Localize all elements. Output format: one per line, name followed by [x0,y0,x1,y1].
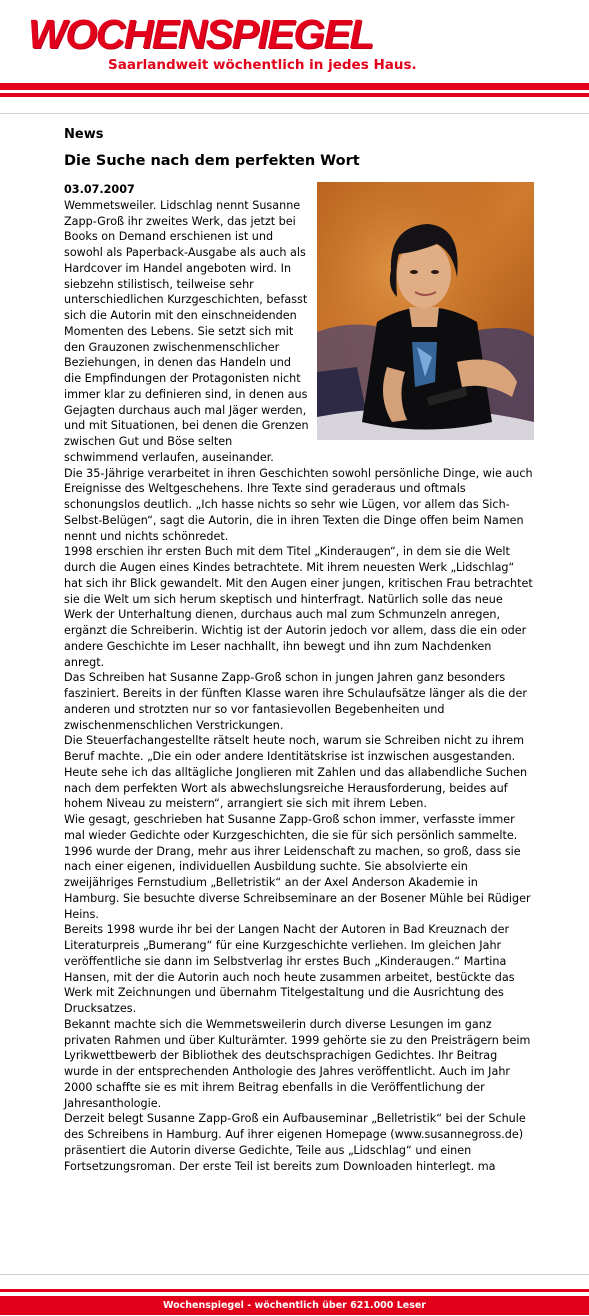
section-label: News [64,127,104,142]
article-date: 03.07.2007 [64,183,135,196]
article-paragraph: Das Schreiben hat Susanne Zapp-Groß schon in jungen Jahren ganz besonders fasziniert. Bereits in der fünften Klasse waren ihre Schulaufsätze länger als die der anderen und strotzten nur so vor fantasievollen Begebenheiten und zwischenmenschlichen Verstrickungen. [64,671,527,732]
header-divider [0,113,589,114]
author-photo [317,182,534,440]
article-paragraph: Die Steuerfachangestellte rätselt heute noch, warum sie Schreiben nicht zu ihrem Beruf machte. „Die ein oder andere Identitätskrise ist inzwischen ausgestanden. Heute sehe ich das alltägliche Jonglieren mit Zahlen und das allabendliche Suchen nach dem perfekten Wort als abwechslungsreiche Herausforderung, beides auf hohem Niveau zu meistern“, arrangiert sie sich mit ihrem Leben. [64,734,528,811]
header-red-rule [0,83,589,90]
logo-tagline: Saarlandweit wöchentlich in jedes Haus. [108,57,417,73]
article-paragraph: Derzeit belegt Susanne Zapp-Groß ein Aufbauseminar „Belletristik“ bei der Schule des Schreibens in Hamburg. Auf ihrer eigenen Homepage (www.susannegross.de) präsentiert die Autorin diverse Gedichte, Teile aus „Lidschlag“ und einen Fortsetzungsroman. Der erste Teil ist bereits zum Downloaden hinterlegt. ma [64,1112,526,1173]
article-paragraph: 1998 erschien ihr ersten Buch mit dem Titel „Kinderaugen“, in dem sie die Welt durch die Augen eines Kindes betrachtete. Mit ihrem neuesten Werk „Lidschlag“ hat sich ihr Blick gewandelt. Mit den Augen einer jungen, kritischen Frau betrachtet sie die Welt um sich herum skeptisch und hinterfragt. Natürlich solle das neue Werk der Unterhaltung dienen, durchaus auch mal zum Schmunzeln anregen, ergänzt die Schreiberin. Wichtig ist der Autorin jedoch vor allem, dass die ein oder andere Geschichte im Leser nachhallt, ihn bewegt und ihn zum Nachdenken anregt. [64,545,533,669]
footer-divider [0,1274,589,1275]
article-paragraph: Wemmetsweiler. Lidschlag nennt Susanne Zapp-Groß ihr zweites Werk, das jetzt bei Books on Demand erschienen ist und sowohl als Paperback-Ausgabe als auch als Hardcover im Handel angeboten wird. In siebzehn stilistisch, teilweise sehr unterschiedlichen Kurzgeschichten, befasst sich die Autorin mit den einschneidenden Momenten des Lebens. Sie setzt sich mit den Grauzonen zwischenmenschlicher Beziehungen, in denen das Handeln und die Empfindungen der Protagonisten nicht immer klar zu definieren sind, in denen aus Gejagten durchaus auch mal Jäger werden, und mit Situationen, bei denen die Grenzen zwischen Gut und Böse selten schwimmend verlaufen, auseinander. [64,198,309,464]
article-paragraph: 1996 wurde der Drang, mehr aus ihrer Leidenschaft zu machen, so groß, dass sie nach einer eigenen, individuellen Ausbildung suchte. Sie absolvierte ein zweijähriges Fernstudium „Belletristik“ an der Axel Anderson Akademie in Hamburg. Sie besuchte diverse Schreibseminare an der Bosener Mühle bei Rüdiger Heins. [64,844,531,921]
article-paragraph: Wie gesagt, geschrieben hat Susanne Zapp-Groß schon immer, verfasste immer mal wieder Gedichte oder Kurzgeschichten, die sie für sich persönlich sammelte. [64,813,518,842]
site-header [0,0,589,100]
article-body [64,182,534,1174]
article-paragraph: Bekannt machte sich die Wemmetsweilerin durch diverse Lesungen im ganz privaten Rahmen und über Kulturämter. 1999 gehörte sie zu den Preisträgern beim Lyrikwettbewerb der Bibliothek des deutschsprachigen Gedichtes. Ihr Beitrag wurde in der entsprechenden Anthologie des Jahres veröffentlicht. Auch im Jahr 2000 schaffte sie es mit ihrem Beitrag ebenfalls in die Veröffentlichung der Jahresanthologie. [64,1017,531,1110]
footer-bar: Wochenspiegel - wöchentlich über 621.000 Leser [0,1296,589,1315]
article-headline: Die Suche nach dem perfekten Wort [64,153,360,169]
footer-red-rule [0,1289,589,1292]
wochenspiegel-logo[interactable]: WOCHENSPIEGEL [28,11,373,57]
article-paragraph: Bereits 1998 wurde ihr bei der Langen Nacht der Autoren in Bad Kreuznach der Literaturpreis „Bumerang“ für eine Kurzgeschichte verliehen. Im gleichen Jahr veröffentliche sie dann im Selbstverlag ihr erstes Buch „Kinderaugen.“ Martina Hansen, mit der die Autorin auch noch heute zusammen arbeitet, bestückte das Werk mit Zeichnungen und übernahm Titelgestaltung und die Ausrichtung des Drucksatzes. [64,923,515,1015]
header-red-rule-thin [0,93,589,97]
portrait-image [317,182,534,440]
article-paragraph: Die 35-Jährige verarbeitet in ihren Geschichten sowohl persönliche Dinge, wie auch Ereignisse des Weltgeschehens. Ihre Texte sind geraderaus und oftmals schonungslos deutlich. „Ich hasse nichts so sehr wie Lügen, vor allem das Sich-Selbst-Belügen“, sagt die Autorin, die in ihren Texten die Dinge offen beim Namen nennt und nichts schönredet. [64,466,533,543]
